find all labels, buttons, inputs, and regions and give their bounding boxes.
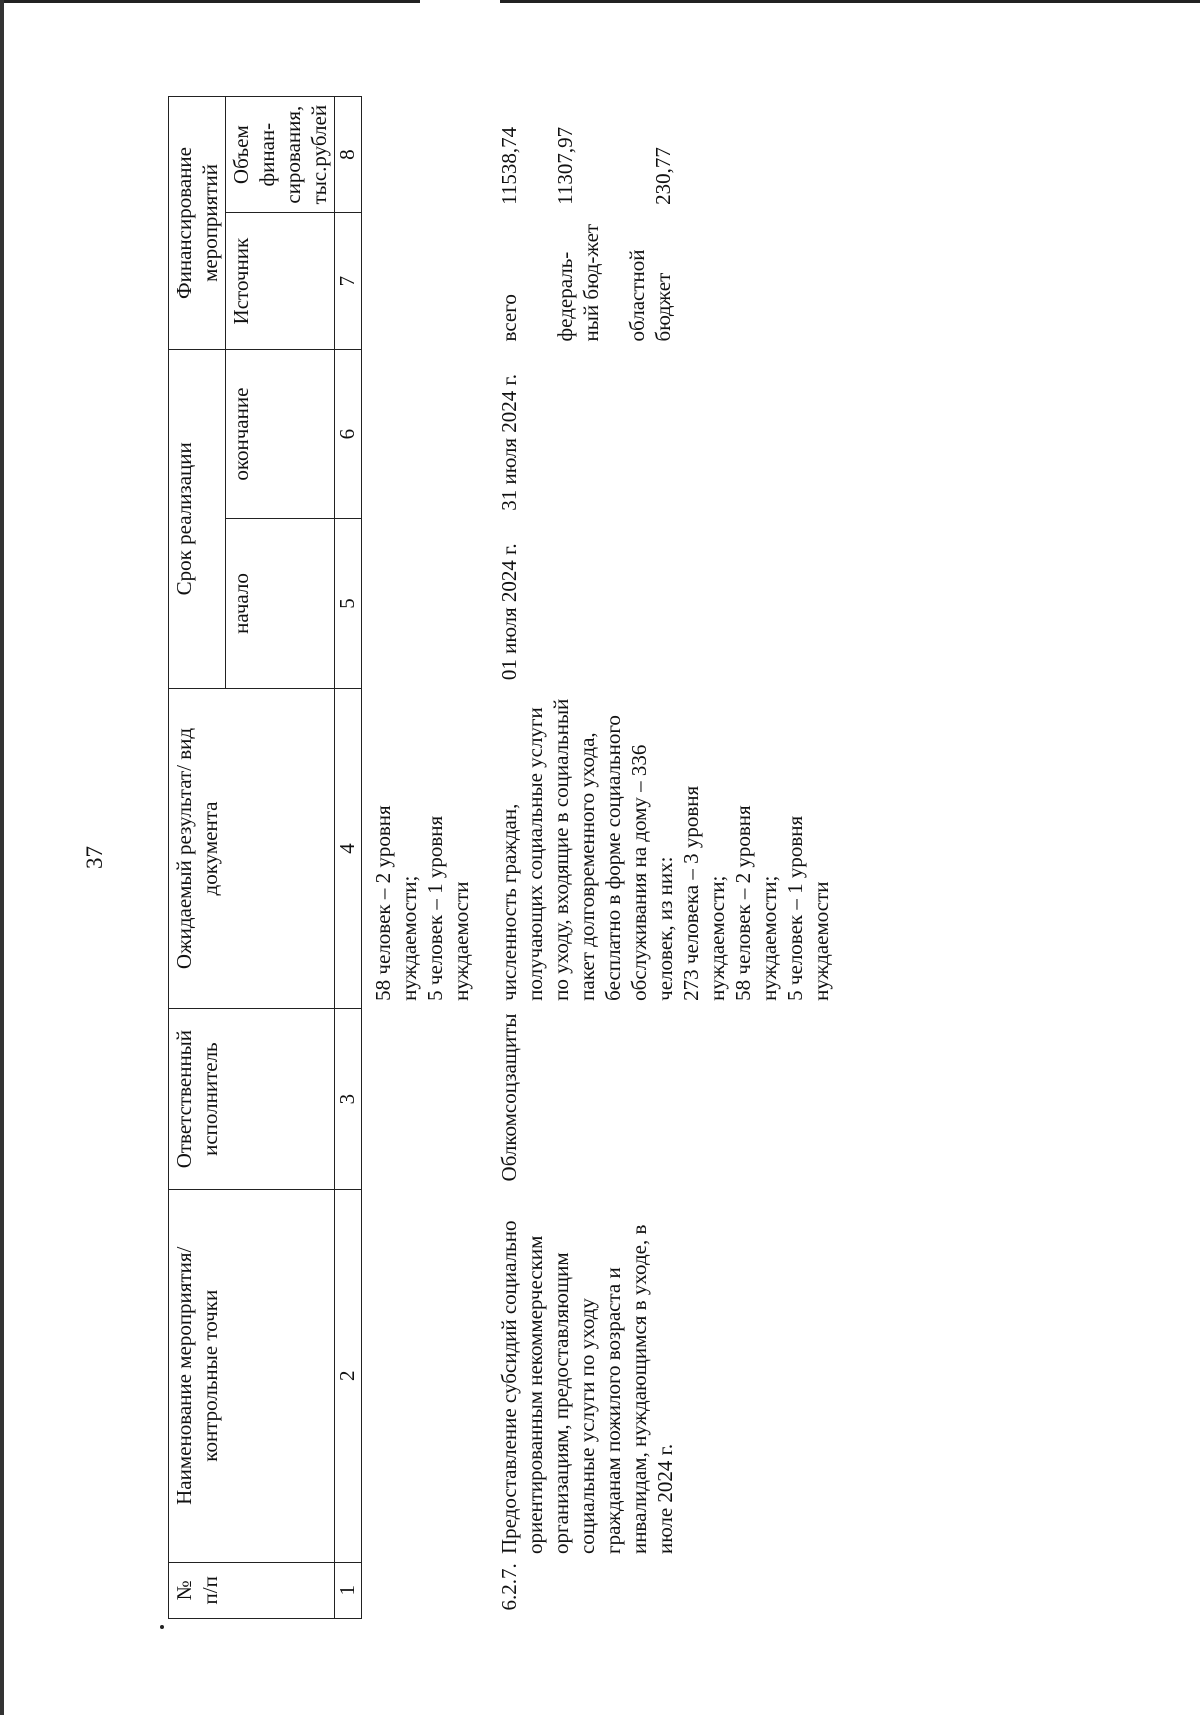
row-volume [474,97,834,213]
continuation-row [362,97,475,1619]
result-line: 5 человек – 1 уровня нуждаемости [423,815,473,1001]
column-number: 6 [335,349,362,518]
volume-line: 11307,97 [553,126,577,205]
column-number: 5 [335,519,362,688]
header-period-start: начало [226,519,335,688]
result-line: 58 человек – 2 уровня нуждаемости; [731,805,781,1001]
header-number: № п/п [169,1562,335,1618]
header-period: Срок реализации [169,349,226,688]
column-number: 3 [335,1009,362,1190]
column-number: 8 [335,97,362,213]
result-line: 58 человек – 2 уровня нуждаемости; [371,805,421,1001]
page-number: 37 [82,846,107,869]
row-source [474,213,834,350]
result-line: численность граждан, получающих социальные услуги по уходу, входящие в социальный пакет долговременного ухода, бесплатно в форме социального обслуживания на дому – 336 человек, из них: [497,698,677,1001]
column-number: 1 [335,1562,362,1618]
column-number: 4 [335,688,362,1009]
row-end: 31 июля 2024 г. [497,374,521,511]
row-number: 6.2.7. [497,1563,521,1611]
source-line: федераль-ный бюд-жет [553,223,603,342]
plan-table [168,96,834,1619]
row-start: 01 июля 2024 г. [497,543,521,681]
column-number: 2 [335,1189,362,1562]
result-line: 273 человека – 3 уровня нуждаемости; [679,785,729,1001]
volume-line: 230,77 [651,147,675,205]
continuation-result-cell [362,688,475,1009]
header-period-end: окончание [226,349,335,518]
row-name: Предоставление субсидий социально ориентированным некоммерческим организациям, предоставляющим социальные услуги по уходу гражданам пожилого возраста и инвалидам, нуждающимся в уходе, в июле 2024 г. [497,1220,677,1555]
header-source: Источник [226,213,335,350]
source-line: всего [497,294,521,342]
result-line: 5 человек – 1 уровня нуждаемости [783,815,833,1001]
table-row [474,97,834,1619]
header-name: Наименование мероприятия/ контрольные точки [169,1189,335,1562]
header-responsible: Ответственный исполнитель [169,1009,335,1190]
row-result [474,688,834,1009]
header-volume: Объем финан-сирования, тыс.рублей [226,97,335,213]
header-result: Ожидаемый результат/ вид документа [169,688,335,1009]
volume-line: 11538,74 [497,126,521,205]
source-line: областной бюджет [625,249,675,342]
header-financing: Финансирование мероприятий [169,97,226,350]
column-number: 7 [335,213,362,350]
row-responsible: Облкомсоцзащиты [497,1013,521,1182]
